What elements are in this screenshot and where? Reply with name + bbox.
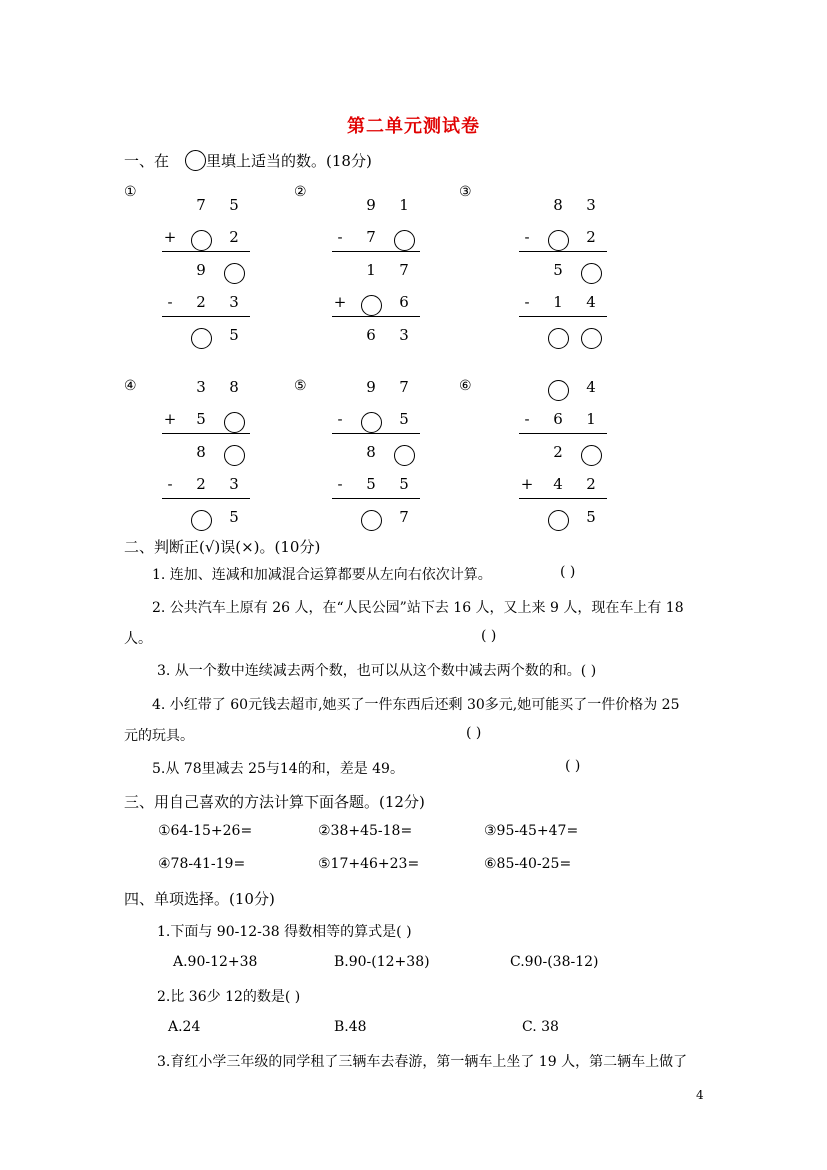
operator-sign: + <box>333 293 347 311</box>
calc-item-4: ④78-41-19= <box>158 856 246 872</box>
digit: 8 <box>366 443 376 461</box>
blank-circle-icon <box>394 230 415 251</box>
digit: 2 <box>586 228 596 246</box>
blank-circle-icon <box>548 510 569 531</box>
calc-item-1: ①64-15+26= <box>158 823 253 839</box>
problem-label-3: ③ <box>459 184 472 200</box>
blank-circle-icon <box>191 510 212 531</box>
choice-q2-option-a: A.24 <box>168 1019 201 1035</box>
digit: 9 <box>366 378 376 396</box>
section2-heading: 二、判断正(√)误(×)。(10分) <box>124 538 321 556</box>
sum-line <box>162 498 250 499</box>
choice-q2: 2.比 36少 12的数是( ) <box>157 989 301 1005</box>
digit: 5 <box>229 326 239 344</box>
sum-line <box>332 316 420 317</box>
digit: 1 <box>399 196 409 214</box>
digit: 3 <box>229 475 239 493</box>
digit: 1 <box>553 293 563 311</box>
sum-line <box>162 251 250 252</box>
digit: 7 <box>196 196 206 214</box>
calc-item-3: ③95-45+47= <box>484 823 579 839</box>
calc-item-6: ⑥85-40-25= <box>484 856 572 872</box>
digit: 7 <box>366 228 376 246</box>
blank-circle-icon <box>548 328 569 349</box>
sum-line <box>162 316 250 317</box>
blank-circle-icon <box>191 328 212 349</box>
digit: 4 <box>553 475 563 493</box>
digit: 2 <box>553 443 563 461</box>
sum-line <box>332 498 420 499</box>
judge-q1: 1. 连加、连减和加减混合运算都要从左向右依次计算。 <box>152 567 492 583</box>
blank-circle-icon <box>581 445 602 466</box>
judge-q1-paren: ( ) <box>560 564 576 580</box>
problem-label-4: ④ <box>124 378 137 394</box>
blank-circle-icon <box>224 412 245 433</box>
sum-line <box>332 251 420 252</box>
choice-q1-option-a: A.90-12+38 <box>173 954 258 970</box>
blank-circle-icon <box>394 445 415 466</box>
blank-circle-icon <box>361 510 382 531</box>
page-number: 4 <box>696 1088 704 1102</box>
sum-line <box>332 433 420 434</box>
choice-q1-option-b: B.90-(12+38) <box>334 954 430 970</box>
digit: 6 <box>553 410 563 428</box>
problem-label-2: ② <box>294 184 307 200</box>
digit: 4 <box>586 378 596 396</box>
digit: 9 <box>196 261 206 279</box>
digit: 5 <box>229 508 239 526</box>
digit: 7 <box>399 261 409 279</box>
blank-circle-icon <box>548 380 569 401</box>
operator-sign: - <box>337 410 343 428</box>
calc-item-5: ⑤17+46+23= <box>318 856 420 872</box>
blank-circle-icon <box>548 230 569 251</box>
blank-circle-icon <box>361 295 382 316</box>
blank-circle-icon <box>581 263 602 284</box>
digit: 8 <box>553 196 563 214</box>
section4-heading: 四、单项选择。(10分) <box>124 890 275 908</box>
digit: 3 <box>586 196 596 214</box>
digit: 5 <box>399 475 409 493</box>
digit: 6 <box>366 326 376 344</box>
problem-label-1: ① <box>124 184 137 200</box>
choice-q1-option-c: C.90-(38-12) <box>510 954 599 970</box>
problem-label-6: ⑥ <box>459 378 472 394</box>
sum-line <box>519 498 607 499</box>
judge-q2-line1: 2. 公共汽车上原有 26 人，在“人民公园”站下去 16 人，又上来 9 人，现在车上有 18 <box>152 600 684 616</box>
digit: 1 <box>586 410 596 428</box>
digit: 8 <box>229 378 239 396</box>
problem-label-5: ⑤ <box>294 378 307 394</box>
digit: 5 <box>399 410 409 428</box>
calc-item-2: ②38+45-18= <box>318 823 413 839</box>
operator-sign: + <box>163 228 177 246</box>
digit: 2 <box>229 228 239 246</box>
digit: 3 <box>399 326 409 344</box>
operator-sign: - <box>524 293 530 311</box>
choice-q1: 1.下面与 90-12-38 得数相等的算式是( ) <box>157 924 412 940</box>
blank-circle-icon <box>361 412 382 433</box>
blank-circle-icon <box>581 328 602 349</box>
digit: 4 <box>586 293 596 311</box>
digit: 3 <box>196 378 206 396</box>
operator-sign: - <box>167 293 173 311</box>
blank-circle-icon <box>224 263 245 284</box>
sum-line <box>519 251 607 252</box>
operator-sign: + <box>163 410 177 428</box>
operator-sign: - <box>167 475 173 493</box>
blank-circle-icon <box>224 445 245 466</box>
digit: 2 <box>586 475 596 493</box>
page-title: 第二单元测试卷 <box>347 116 480 137</box>
operator-sign: - <box>337 228 343 246</box>
digit: 7 <box>399 508 409 526</box>
choice-q3: 3.育红小学三年级的同学租了三辆车去春游，第一辆车上坐了 19 人，第二辆车上做了 <box>157 1054 688 1070</box>
digit: 1 <box>366 261 376 279</box>
sum-line <box>519 433 607 434</box>
operator-sign: - <box>337 475 343 493</box>
digit: 5 <box>196 410 206 428</box>
digit: 5 <box>366 475 376 493</box>
sum-line <box>162 433 250 434</box>
digit: 2 <box>196 475 206 493</box>
judge-q4-paren: ( ) <box>466 725 482 741</box>
digit: 5 <box>586 508 596 526</box>
digit: 5 <box>553 261 563 279</box>
operator-sign: + <box>520 475 534 493</box>
judge-q5-paren: ( ) <box>565 758 581 774</box>
judge-q5: 5.从 78里减去 25与14的和，差是 49。 <box>152 761 404 777</box>
digit: 3 <box>229 293 239 311</box>
blank-circle-icon <box>191 230 212 251</box>
digit: 9 <box>366 196 376 214</box>
section3-heading: 三、用自己喜欢的方法计算下面各题。(12分) <box>124 793 425 811</box>
sum-line <box>519 316 607 317</box>
blank-circle-icon <box>185 150 206 171</box>
choice-q2-option-c: C. 38 <box>522 1019 559 1035</box>
judge-q2-paren: ( ) <box>481 628 497 644</box>
judge-q2-line2: 人。 <box>124 631 152 647</box>
digit: 2 <box>196 293 206 311</box>
judge-q4-line1: 4. 小红带了 60元钱去超市,她买了一件东西后还剩 30多元,她可能买了一件价格为 25 <box>152 697 680 713</box>
digit: 7 <box>399 378 409 396</box>
operator-sign: - <box>524 228 530 246</box>
operator-sign: - <box>524 410 530 428</box>
digit: 5 <box>229 196 239 214</box>
section1-heading-after: 里填上适当的数。(18分) <box>206 152 372 170</box>
digit: 8 <box>196 443 206 461</box>
judge-q4-line2: 元的玩具。 <box>124 728 194 744</box>
digit: 6 <box>399 293 409 311</box>
judge-q3: 3. 从一个数中连续减去两个数，也可以从这个数中减去两个数的和。( ) <box>157 663 597 679</box>
choice-q2-option-b: B.48 <box>334 1019 367 1035</box>
section1-heading-before: 一、在 <box>124 152 170 170</box>
